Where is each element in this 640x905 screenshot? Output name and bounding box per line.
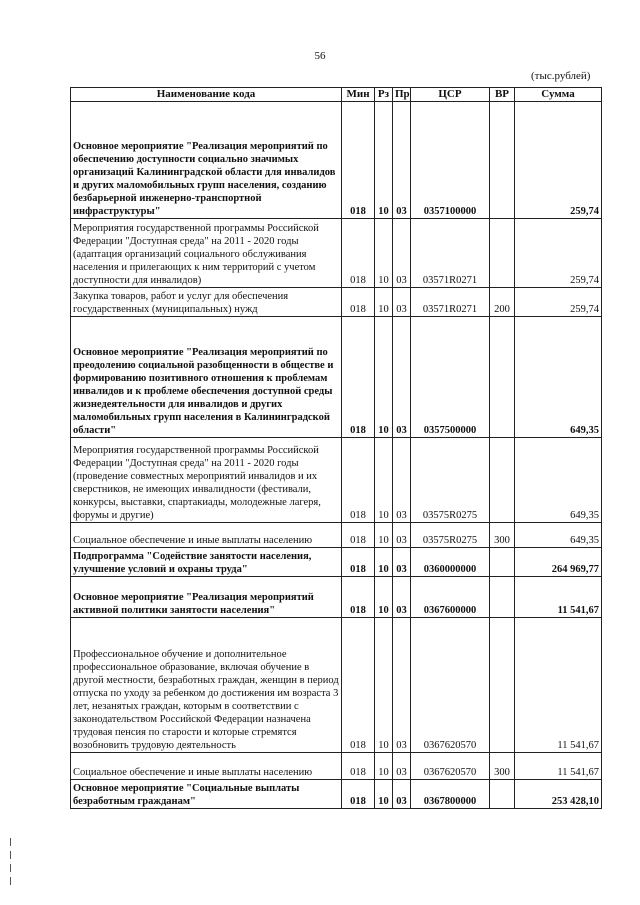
cell-vr [490,780,515,809]
cell-pr: 03 [393,577,411,618]
cell-pr: 03 [393,548,411,577]
table-row [71,102,602,219]
header-min: Мин [342,88,375,102]
header-sum: Сумма [515,88,602,102]
cell-name: Основное мероприятие "Реализация мероприятий активной политики занятости населения" [71,577,342,618]
cell-rz: 10 [375,618,393,753]
header-vr: ВР [490,88,515,102]
table-row [71,548,602,577]
cell-pr: 03 [393,753,411,780]
cell-csr: 0367800000 [411,780,490,809]
cell-rz: 10 [375,438,393,523]
cell-min: 018 [342,102,375,219]
cell-sum: 11 541,67 [515,753,602,780]
cell-sum: 259,74 [515,288,602,317]
cell-min: 018 [342,523,375,548]
cell-vr [490,317,515,438]
header-name: Наименование кода [71,88,342,102]
table-row [71,219,602,288]
header-csr: ЦСР [411,88,490,102]
cell-vr: 300 [490,753,515,780]
cell-csr: 0357100000 [411,102,490,219]
cell-csr: 03571R0271 [411,219,490,288]
cell-pr: 03 [393,618,411,753]
table-row [71,317,602,438]
cell-pr: 03 [393,523,411,548]
table-row [71,288,602,317]
cell-pr: 03 [393,438,411,523]
cell-rz: 10 [375,548,393,577]
cell-name: Основное мероприятие "Реализация мероприятий по преодолению социальной разобщенности в обществе и формированию позитивного отношения к проблемам инвалидов и к проблеме обеспечения доступной среды жизнедеятельности для инвалидов и других маломобильных групп населения в Калининградской области" [71,317,342,438]
cell-name: Социальное обеспечение и иные выплаты населению [71,753,342,780]
cell-rz: 10 [375,102,393,219]
cell-name: Подпрограмма "Содействие занятости населения, улучшение условий и охраны труда" [71,548,342,577]
cell-pr: 03 [393,288,411,317]
cell-sum: 649,35 [515,317,602,438]
cell-min: 018 [342,577,375,618]
cell-min: 018 [342,288,375,317]
cell-sum: 264 969,77 [515,548,602,577]
cell-rz: 10 [375,317,393,438]
cell-rz: 10 [375,219,393,288]
cell-rz: 10 [375,577,393,618]
cell-vr [490,577,515,618]
header-rz: Рз [375,88,393,102]
header-pr: Пр [393,88,411,102]
cell-csr: 03571R0271 [411,288,490,317]
cell-csr: 03575R0275 [411,523,490,548]
cell-pr: 03 [393,102,411,219]
cell-sum: 11 541,67 [515,618,602,753]
budget-table [70,87,602,809]
cell-min: 018 [342,317,375,438]
cell-sum: 253 428,10 [515,780,602,809]
table-row [71,753,602,780]
cell-name: Закупка товаров, работ и услуг для обеспечения государственных (муниципальных) нужд [71,288,342,317]
cell-vr [490,548,515,577]
table-body [71,102,602,809]
cell-csr: 0367620570 [411,618,490,753]
cell-rz: 10 [375,288,393,317]
table-row [71,780,602,809]
margin-scan-marks [8,838,14,898]
cell-sum: 259,74 [515,102,602,219]
units-label: (тыс.рублей) [531,70,591,82]
cell-rz: 10 [375,753,393,780]
cell-pr: 03 [393,219,411,288]
cell-name: Социальное обеспечение и иные выплаты населению [71,523,342,548]
table-row [71,438,602,523]
cell-min: 018 [342,438,375,523]
cell-name: Основное мероприятие "Социальные выплаты безработным гражданам" [71,780,342,809]
cell-csr: 03575R0275 [411,438,490,523]
cell-rz: 10 [375,780,393,809]
cell-vr [490,438,515,523]
cell-min: 018 [342,618,375,753]
cell-vr [490,618,515,753]
cell-csr: 0367600000 [411,577,490,618]
cell-min: 018 [342,548,375,577]
cell-vr [490,219,515,288]
cell-min: 018 [342,780,375,809]
cell-vr [490,102,515,219]
cell-min: 018 [342,753,375,780]
cell-name: Мероприятия государственной программы Российской Федерации "Доступная среда" на 2011 - 2020 годы (адаптация организаций социального обслуживания населения и прилегающих к ним территорий с учетом доступности для инвалидов) [71,219,342,288]
cell-pr: 03 [393,317,411,438]
cell-sum: 649,35 [515,523,602,548]
cell-name: Профессиональное обучение и дополнительное профессиональное образование, включая обучение в другой местности, безработных граждан, женщин в период отпуска по уходу за ребенком до достижения им возраста 3 лет, незанятых граждан, которым в соответствии с законодательством Российской Федерации назначена трудовая пенсия по старости и которые стремятся возобновить трудовую деятельность [71,618,342,753]
cell-csr: 0360000000 [411,548,490,577]
cell-sum: 259,74 [515,219,602,288]
table-header-row [71,88,602,102]
table-row [71,523,602,548]
cell-name: Основное мероприятие "Реализация мероприятий по обеспечению доступности социально значимых организаций Калининградской области для инвалидов и других маломобильных групп населения, созданию безбарьерной инженерно-транспортной инфраструктуры" [71,102,342,219]
cell-vr: 300 [490,523,515,548]
page-number: 56 [314,50,326,62]
cell-pr: 03 [393,780,411,809]
cell-sum: 11 541,67 [515,577,602,618]
cell-vr: 200 [490,288,515,317]
cell-rz: 10 [375,523,393,548]
cell-min: 018 [342,219,375,288]
table-row [71,618,602,753]
cell-csr: 0367620570 [411,753,490,780]
cell-name: Мероприятия государственной программы Российской Федерации "Доступная среда" на 2011 - 2020 годы (проведение совместных мероприятий инвалидов и их сверстников, не имеющих инвалидности (фестивали, конкурсы, выставки, спартакиады, молодежные лагеря, форумы и другие) [71,438,342,523]
table-row [71,577,602,618]
cell-sum: 649,35 [515,438,602,523]
cell-csr: 0357500000 [411,317,490,438]
